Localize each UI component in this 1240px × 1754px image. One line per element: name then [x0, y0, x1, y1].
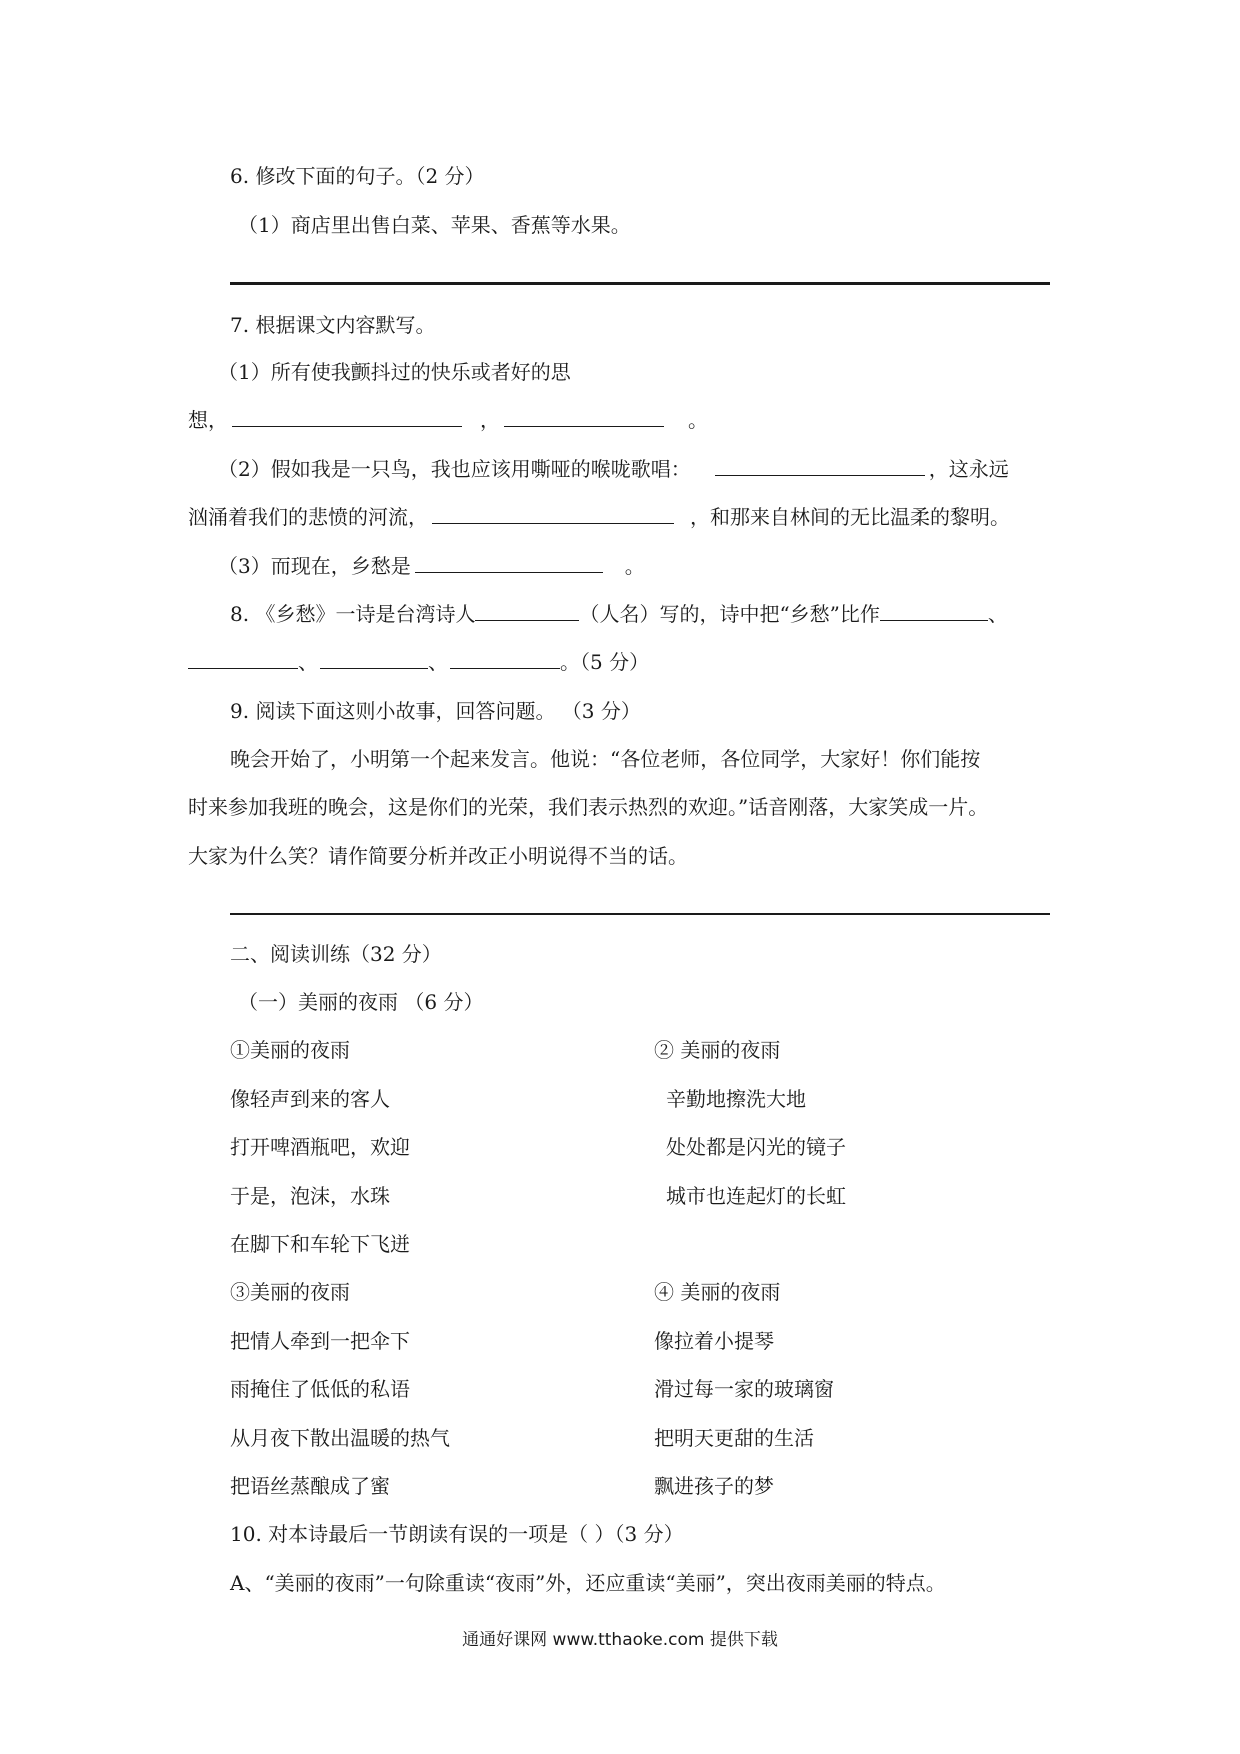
q7-item1-b-prefix: 想， — [188, 408, 228, 432]
poem-s2-line-2: 辛勤地擦洗大地 — [666, 1087, 806, 1111]
q8-blank-4[interactable] — [450, 648, 560, 669]
q7-item2-b — [188, 503, 1010, 531]
q8-line-a — [230, 600, 1008, 628]
q8-blank-3[interactable] — [320, 648, 428, 669]
poem-s2-line-3: 处处都是闪光的镜子 — [666, 1135, 846, 1159]
q7-item2-a — [218, 455, 1009, 483]
q7-item3-suffix: 。 — [624, 554, 645, 578]
poem-s4-line-2: 像拉着小提琴 — [654, 1329, 774, 1353]
q7-blank-1[interactable] — [232, 406, 462, 427]
q7-item2-a-suffix: ，这永远 — [928, 457, 1009, 481]
q7-item2-b-suffix: ，和那来自林间的无比温柔的黎明。 — [690, 505, 1010, 529]
q9-paragraph-3: 大家为什么笑？请作简要分析并改正小明说得不当的话。 — [188, 844, 688, 868]
q8-blank-1[interactable] — [880, 600, 988, 621]
q7-item1-b-mid: ， — [480, 408, 500, 432]
section2-subtitle: （一）美丽的夜雨 （6 分） — [238, 990, 484, 1014]
poem-s1-line-5: 在脚下和车轮下飞迸 — [230, 1232, 410, 1256]
q7-blank-2[interactable] — [504, 406, 664, 427]
poem-s1-line-4: 于是，泡沫，水珠 — [230, 1184, 390, 1208]
q10-option-a: A、“美丽的夜雨”一句除重读“夜雨”外，还应重读“美丽”，突出夜雨美丽的特点。 — [230, 1571, 946, 1595]
poem-s1-line-3: 打开啤酒瓶吧，欢迎 — [230, 1135, 410, 1159]
poem-s3-line-5: 把语丝蒸酿成了蜜 — [230, 1474, 390, 1498]
q6-item1: （1）商店里出售白菜、苹果、香蕉等水果。 — [238, 213, 631, 237]
poem-s4-line-3: 滑过每一家的玻璃窗 — [654, 1377, 834, 1401]
q6-title: 6. 修改下面的句子。（2 分） — [230, 164, 485, 188]
q8-b-sep1: 、 — [298, 650, 318, 674]
poem-s1-line-1: ①美丽的夜雨 — [230, 1038, 350, 1062]
q7-item2-a-prefix: （2）假如我是一只鸟，我也应该用嘶哑的喉咙歌唱： — [218, 457, 691, 481]
q7-item2-b-prefix: 汹涌着我们的悲愤的河流， — [188, 505, 428, 529]
page-footer: 通通好课网 www.tthaoke.com 提供下载 — [462, 1630, 778, 1650]
poem-s4-line-4: 把明天更甜的生活 — [654, 1426, 814, 1450]
q7-blank-4[interactable] — [432, 503, 674, 524]
q7-item3-prefix: （3）而现在，乡愁是 — [218, 554, 411, 578]
poem-s2-line-1: ② 美丽的夜雨 — [654, 1038, 781, 1062]
q8-b-sep2: 、 — [428, 650, 448, 674]
poem-s2-line-4: 城市也连起灯的长虹 — [666, 1184, 846, 1208]
q8-a-mid: （人名）写的，诗中把“乡愁”比作 — [579, 602, 880, 626]
q7-blank-5[interactable] — [415, 552, 603, 573]
q8-b-end: 。（5 分） — [560, 650, 650, 674]
q7-item1-b — [188, 406, 708, 434]
poem-s3-line-4: 从月夜下散出温暖的热气 — [230, 1426, 450, 1450]
q7-item1-a: （1）所有使我颤抖过的快乐或者好的思 — [218, 360, 571, 384]
q10-title: 10. 对本诗最后一节朗读有误的一项是（ ）（3 分） — [230, 1522, 684, 1546]
q8-a-prefix: 8. 《乡愁》一诗是台湾诗人 — [230, 602, 476, 626]
poem-s4-line-1: ④ 美丽的夜雨 — [654, 1280, 781, 1304]
poem-s4-line-5: 飘进孩子的梦 — [654, 1474, 774, 1498]
q7-item3 — [218, 552, 645, 580]
q7-blank-3[interactable] — [715, 455, 925, 476]
q9-answer-line — [230, 913, 1050, 915]
q7-item1-b-end: 。 — [688, 408, 708, 432]
q8-a-end: 、 — [987, 602, 1008, 626]
q9-title: 9. 阅读下面这则小故事，回答问题。 （3 分） — [230, 699, 641, 723]
q8-blank-2[interactable] — [188, 648, 298, 669]
q8-line-b — [188, 648, 649, 676]
section2-title: 二、阅读训练（32 分） — [230, 942, 442, 966]
q7-title: 7. 根据课文内容默写。 — [230, 313, 436, 337]
q9-paragraph-2: 时来参加我班的晚会，这是你们的光荣，我们表示热烈的欢迎。”话音刚落，大家笑成一片。 — [188, 795, 989, 819]
poem-s3-line-1: ③美丽的夜雨 — [230, 1280, 350, 1304]
poem-s1-line-2: 像轻声到来的客人 — [230, 1087, 390, 1111]
poem-s3-line-2: 把情人牵到一把伞下 — [230, 1329, 410, 1353]
q9-paragraph-1: 晚会开始了，小明第一个起来发言。他说：“各位老师，各位同学，大家好！你们能按 — [230, 747, 981, 771]
q8-blank-poet[interactable] — [475, 600, 579, 621]
poem-s3-line-3: 雨掩住了低低的私语 — [230, 1377, 410, 1401]
q6-answer-line — [230, 282, 1050, 285]
